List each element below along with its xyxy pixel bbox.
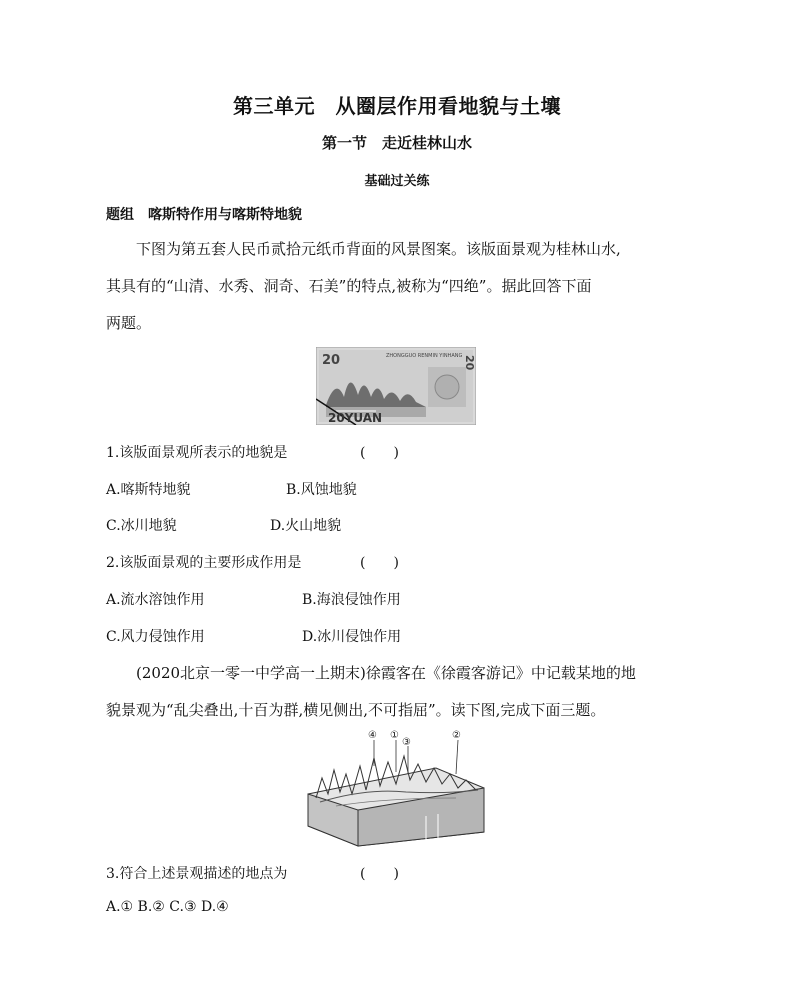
question-2-option-d[interactable]: D.冰川侵蚀作用 — [302, 629, 402, 645]
question-group-title: 题组 喀斯特作用与喀斯特地貌 — [106, 207, 302, 223]
banknote-yuan: 20YUAN — [328, 411, 383, 425]
banknote-denomination-top: 20 — [322, 353, 341, 368]
question-1-option-b[interactable]: B.风蚀地貌 — [286, 482, 357, 498]
question-2-option-a[interactable]: A.流水溶蚀作用 — [106, 592, 205, 608]
terrain-marker-2: ② — [452, 730, 461, 741]
question-2-option-b[interactable]: B.海浪侵蚀作用 — [302, 592, 401, 608]
banknote-header: ZHONGGUO RENMIN YINHANG — [386, 353, 463, 359]
question-3-stem: 3.符合上述景观描述的地点为 — [106, 866, 288, 882]
banknote-image — [316, 347, 476, 425]
banknote-denomination-side: 20 — [463, 355, 476, 371]
question-1-option-c[interactable]: C.冰川地貌 — [106, 518, 177, 534]
subsection-title: 基础过关练 — [364, 174, 430, 189]
question-1-answer-bracket[interactable]: ( ) — [360, 445, 399, 461]
terrain-marker-3: ③ — [402, 737, 411, 748]
intro-line-1: 下图为第五套人民币贰拾元纸币背面的风景图案。该版面景观为桂林山水, — [136, 240, 621, 258]
question-3-options[interactable]: A.① B.② C.③ D.④ — [106, 899, 229, 915]
karst-terrain-diagram — [306, 728, 486, 848]
question-2-answer-bracket[interactable]: ( ) — [360, 555, 399, 571]
question-1-option-d[interactable]: D.火山地貌 — [270, 518, 342, 534]
terrain-marker-4: ④ — [368, 730, 377, 741]
section-title: 第一节 走近桂林山水 — [321, 134, 472, 152]
terrain-marker-1: ① — [390, 730, 399, 741]
question-1-option-a[interactable]: A.喀斯特地貌 — [106, 482, 191, 498]
source-line-2: 貌景观为“乱尖叠出,十百为群,横见侧出,不可指屈”。读下图,完成下面三题。 — [106, 701, 606, 719]
question-2-option-c[interactable]: C.风力侵蚀作用 — [106, 629, 205, 645]
source-line-1: (2020北京一零一中学高一上期末)徐霞客在《徐霞客游记》中记载某地的地 — [136, 664, 636, 682]
question-2-stem: 2.该版面景观的主要形成作用是 — [106, 555, 302, 571]
unit-title: 第三单元 从圈层作用看地貌与土壤 — [233, 94, 561, 118]
intro-line-2: 其具有的“山清、水秀、洞奇、石美”的特点,被称为“四绝”。据此回答下面 — [106, 277, 592, 295]
question-3-answer-bracket[interactable]: ( ) — [360, 866, 399, 882]
intro-line-3: 两题。 — [106, 314, 152, 332]
question-1-stem: 1.该版面景观所表示的地貌是 — [106, 445, 288, 461]
